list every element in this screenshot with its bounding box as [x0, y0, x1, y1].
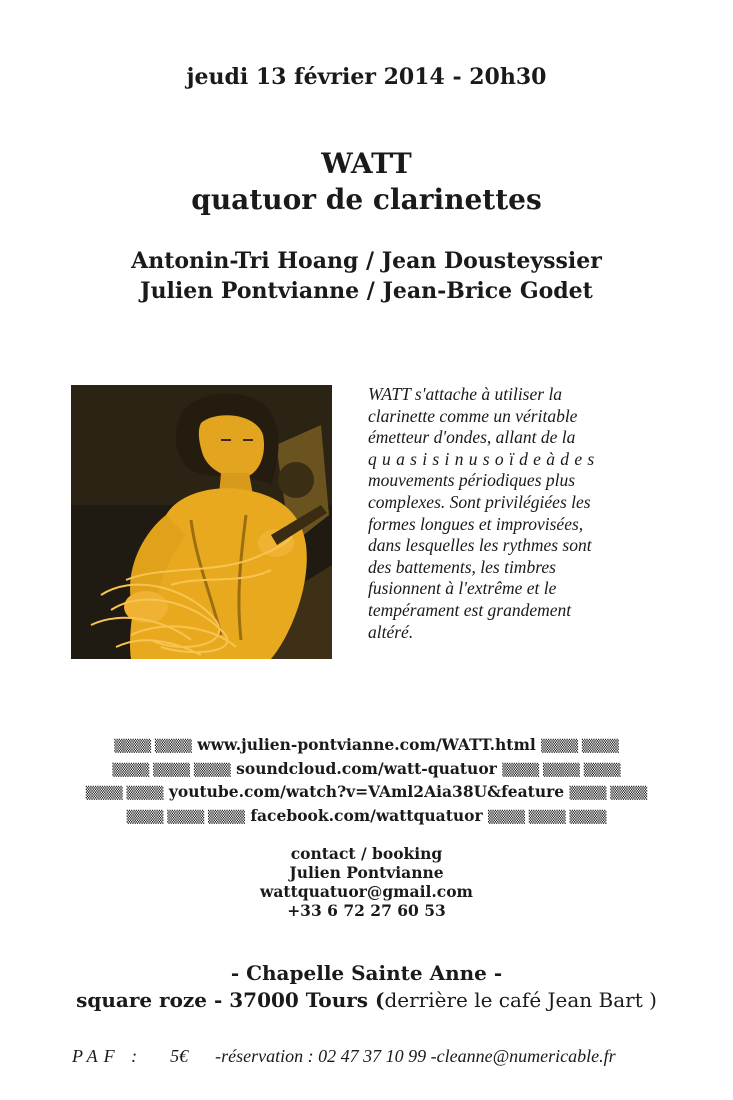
band-subtitle: quatuor de clarinettes [191, 183, 542, 216]
link-decoration: ▒▒▒▒ ▒▒▒▒ [85, 786, 164, 800]
contact-heading: contact / booking [290, 844, 443, 863]
link-row [0, 758, 733, 782]
clarinettist-photo [71, 385, 332, 659]
link-row [0, 734, 733, 758]
description-line: des battements, les timbres [368, 556, 556, 577]
venue-name: - Chapelle Sainte Anne - [230, 961, 503, 985]
concert-date: jeudi 13 février 2014 - 20h30 [186, 64, 547, 90]
musicians-line-2: Julien Pontvianne / Jean-Brice Godet [140, 278, 593, 304]
contact-phone: +33 6 72 27 60 53 [287, 901, 446, 920]
contact-email[interactable]: wattquatuor@gmail.com [260, 882, 473, 901]
description-line: quasisinusoïdeàdes [368, 448, 600, 469]
link-decoration: ▒▒▒▒ ▒▒▒▒ ▒▒▒▒ [126, 809, 245, 824]
soundcloud-link[interactable]: soundcloud.com/watt-quatuor [236, 758, 497, 778]
musicians-list [0, 246, 733, 306]
description-line: complexes. Sont privilégiées les [368, 491, 591, 512]
link-row [0, 781, 733, 805]
price: 5€ [170, 1046, 189, 1066]
paf-label: PAF : [72, 1046, 144, 1066]
youtube-link[interactable]: youtube.com/watch?v=VAml2Aia38U&feature [168, 782, 565, 801]
venue-address: square roze - 37000 Tours ( [76, 988, 385, 1012]
venue-address-line [0, 987, 733, 1014]
links-list [0, 734, 733, 828]
photo-icon [71, 385, 332, 659]
band-name: WATT [321, 147, 412, 180]
link-decoration: ▒▒▒▒ ▒▒▒▒ [114, 739, 192, 753]
description-line: dans lesquelles les rythmes sont [368, 535, 592, 556]
footer-info [72, 1046, 712, 1067]
link-decoration: ▒▒▒▒ ▒▒▒▒ ▒▒▒▒ [488, 809, 607, 824]
description-line: fusionnent à l'extrême et le [368, 578, 557, 599]
concert-title [0, 146, 733, 218]
description-line: mouvements périodiques plus [368, 470, 576, 491]
facebook-link[interactable]: facebook.com/wattquatuor [250, 805, 483, 825]
description-line: formes longues et improvisées, [368, 513, 584, 534]
link-decoration: ▒▒▒▒ ▒▒▒▒ [569, 786, 648, 800]
musicians-line-1: Antonin-Tri Hoang / Jean Dousteyssier [131, 248, 602, 274]
description-line: clarinette comme un véritable [368, 405, 578, 426]
link-decoration: ▒▒▒▒ ▒▒▒▒ ▒▒▒▒ [502, 762, 621, 777]
venue-note: derrière le café Jean Bart ) [384, 988, 657, 1012]
description-text [368, 384, 634, 643]
venue-block [0, 960, 733, 1014]
description-line: tempérament est grandement [368, 599, 572, 620]
description-line: WATT s'attache à utiliser la [368, 384, 563, 404]
description-line: altéré. [368, 621, 414, 642]
website-link[interactable]: www.julien-pontvianne.com/WATT.html [197, 735, 536, 754]
link-decoration: ▒▒▒▒ ▒▒▒▒ ▒▒▒▒ [112, 762, 231, 777]
link-decoration: ▒▒▒▒ ▒▒▒▒ [541, 739, 619, 753]
reservation-info: -réservation : 02 47 37 10 99 -cleanne@numericable.fr [215, 1046, 616, 1066]
contact-name: Julien Pontvianne [289, 863, 444, 882]
description-line: émetteur d'ondes, allant de la [368, 427, 576, 448]
contact-block [0, 844, 733, 920]
link-row [0, 805, 733, 829]
